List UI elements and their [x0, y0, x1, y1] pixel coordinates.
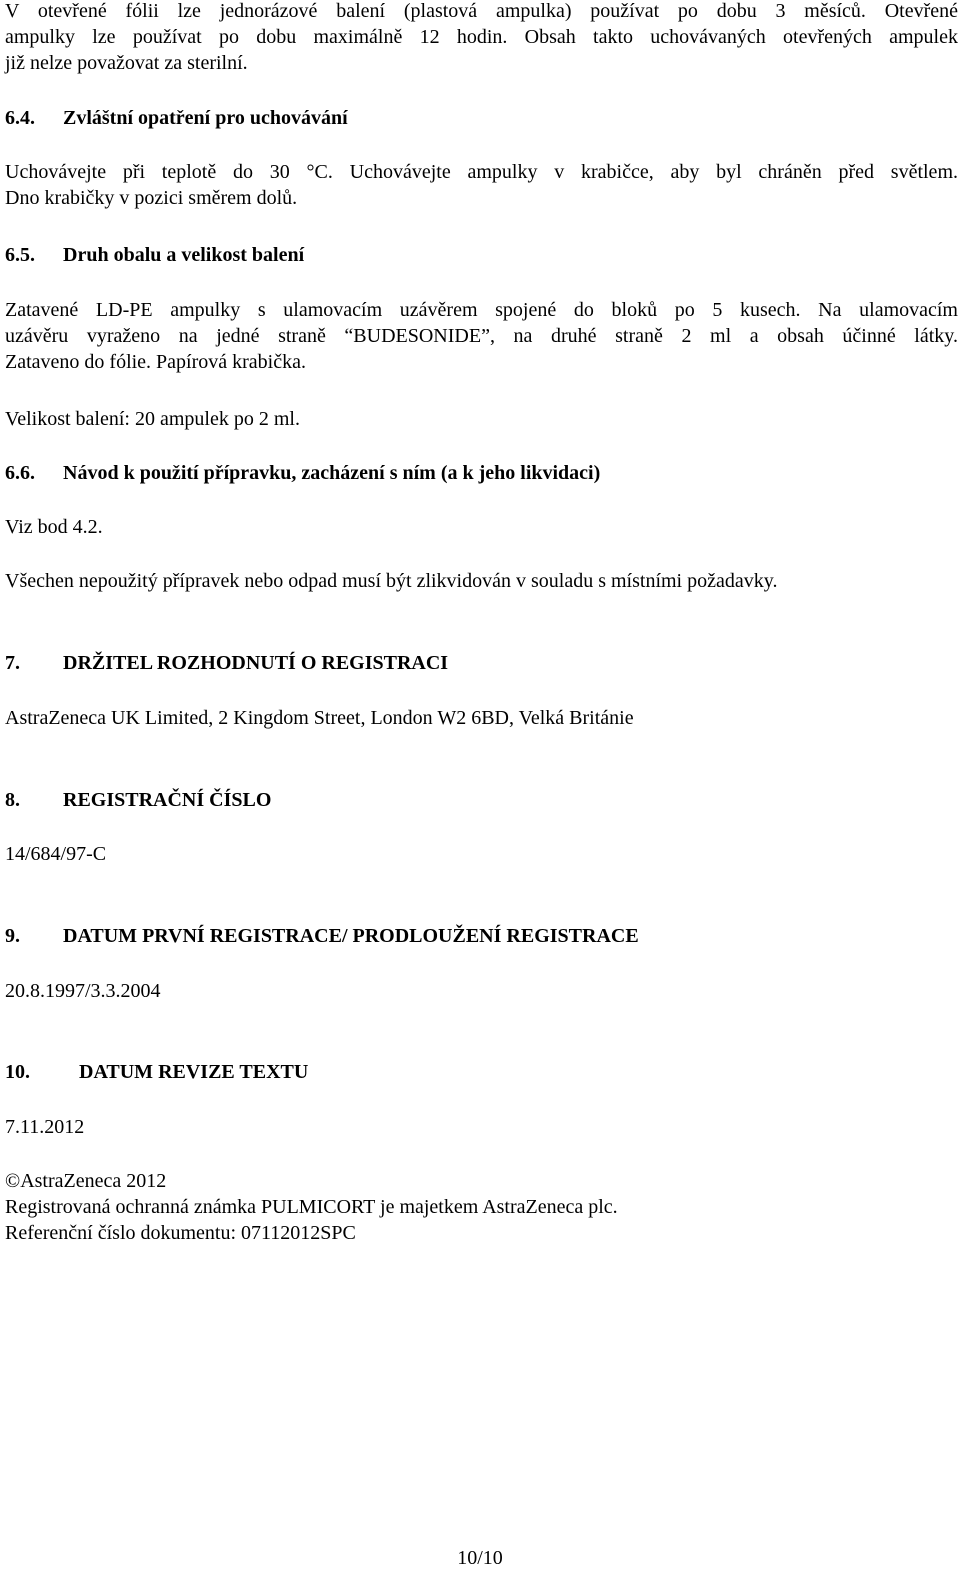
section-7-heading [5, 650, 958, 676]
intro-line-3: již nelze považovat za sterilní. [5, 52, 248, 74]
section-10-heading [5, 1059, 958, 1085]
section-10-text: 7.11.2012 [5, 1116, 85, 1138]
copyright-line: ©AstraZeneca 2012 [5, 1170, 167, 1192]
intro-line-2: ampulky lze používat po dobu maximálně 12 hodin. Obsah takto uchovávaných otevřených ampulek [5, 26, 958, 48]
section-title: Druh obalu a velikost balení [63, 244, 305, 266]
section-6-4-line-2: Dno krabičky v pozici směrem dolů. [5, 187, 298, 209]
section-number: 8. [5, 789, 20, 811]
section-6-4-heading [5, 105, 958, 131]
section-title: REGISTRAČNÍ ČÍSLO [63, 789, 272, 811]
section-number: 9. [5, 925, 20, 947]
section-number: 6.5. [5, 244, 35, 266]
section-7-text: AstraZeneca UK Limited, 2 Kingdom Street, London W2 6BD, Velká Británie [5, 707, 634, 729]
section-6-5-line-2: uzávěru vyraženo na jedné straně “BUDESONIDE”, na druhé straně 2 ml a obsah účinné látky. [5, 325, 958, 347]
closing-block [5, 1168, 958, 1246]
section-6-5-body [5, 297, 958, 375]
pack-size: Velikost balení: 20 ampulek po 2 ml. [5, 408, 300, 430]
section-title: DATUM REVIZE TEXTU [79, 1061, 309, 1083]
section-6-6-line-2: Všechen nepoužitý přípravek nebo odpad musí být zlikvidován v souladu s místními požadavky. [5, 570, 778, 592]
section-6-5-heading [5, 242, 958, 268]
trademark-line: Registrovaná ochranná známka PULMICORT je majetkem AstraZeneca plc. [5, 1196, 618, 1218]
section-title: DATUM PRVNÍ REGISTRACE/ PRODLOUŽENÍ REGISTRACE [63, 925, 639, 947]
section-6-4-body [5, 159, 958, 211]
section-title: DRŽITEL ROZHODNUTÍ O REGISTRACI [63, 652, 449, 674]
section-number: 7. [5, 652, 20, 674]
section-6-6-line-1: Viz bod 4.2. [5, 516, 103, 538]
intro-paragraph [5, 0, 958, 76]
section-6-5-line-3: Zataveno do fólie. Papírová krabička. [5, 351, 306, 373]
section-6-6-heading [5, 460, 958, 486]
reference-line: Referenční číslo dokumentu: 07112012SPC [5, 1222, 356, 1244]
section-title: Zvláštní opatření pro uchovávání [63, 107, 348, 129]
page-number: 10/10 [457, 1547, 503, 1569]
section-9-text: 20.8.1997/3.3.2004 [5, 980, 161, 1002]
section-8-text: 14/684/97-C [5, 843, 107, 865]
section-8-heading [5, 787, 958, 813]
section-6-4-line-1: Uchovávejte při teplotě do 30 °C. Uchovávejte ampulky v krabičce, aby byl chráněn před světlem. [5, 161, 958, 183]
section-number: 10. [5, 1061, 30, 1083]
section-title: Návod k použití přípravku, zacházení s ním (a k jeho likvidaci) [63, 462, 601, 484]
intro-line-1: V otevřené fólii lze jednorázové balení (plastová ampulka) používat po dobu 3 měsíců. Otevřené [5, 0, 958, 22]
section-6-5-line-1: Zatavené LD-PE ampulky s ulamovacím uzávěrem spojené do bloků po 5 kusech. Na ulamovacím [5, 299, 958, 321]
section-9-heading [5, 923, 958, 949]
section-number: 6.6. [5, 462, 35, 484]
section-number: 6.4. [5, 107, 35, 129]
